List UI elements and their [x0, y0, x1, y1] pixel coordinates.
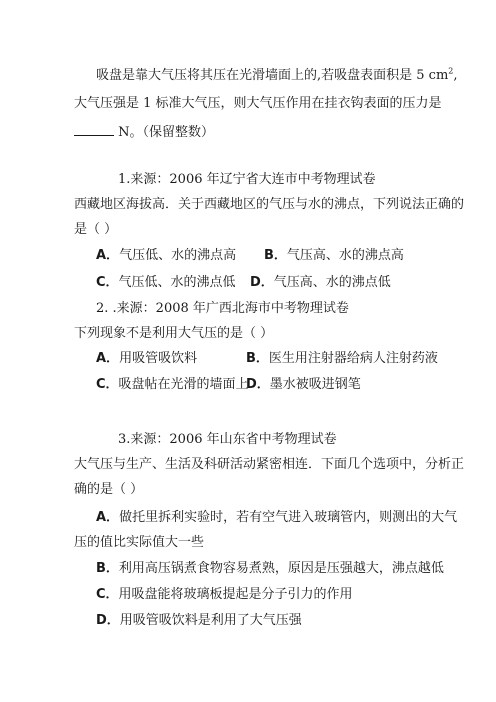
intro-line-1: [96, 68, 458, 84]
q2-stem-1: 下列现象不是利用大气压的是（ ）: [74, 326, 274, 341]
q2-option-b: B．医生用注射器给病人注射药液: [246, 351, 438, 366]
q2-option-d: D．墨水被吸进钢笔: [246, 377, 361, 392]
intro-text-3: N。（保留整数）: [114, 125, 215, 140]
q1-option-a: A．气压低、水的沸点高: [96, 248, 237, 263]
intro-superscript: 2: [448, 66, 454, 76]
q3-option-b: B．利用高压锅煮食物容易煮熟，原因是压强越大，沸点越低: [96, 561, 444, 576]
intro-text-1: 吸盘是靠大气压将其压在光滑墙面上的,若吸盘表面积是 5 cm: [96, 68, 449, 83]
q3-option-c: C．用吸盘能将玻璃板提起是分子引力的作用: [96, 587, 353, 602]
q3-stem-1: 大气压与生产、生活及科研活动紧密相连．下面几个选项中，分析正: [74, 457, 465, 472]
q1-stem-2: 是（ ）: [74, 222, 118, 237]
q1-source: 1.来源：2006 年辽宁省大连市中考物理试卷: [118, 172, 376, 187]
q3-option-d: D．用吸管吸饮料是利用了大气压强: [96, 613, 302, 628]
answer-blank: [74, 124, 114, 136]
q1-stem-1: 西藏地区海拔高．关于西藏地区的气压与水的沸点，下列说法正确的: [74, 197, 465, 212]
q2-source: 2. .来源：2008 年广西北海市中考物理试卷: [96, 301, 349, 316]
q3-source: 3.来源：2006 年山东省中考物理试卷: [118, 432, 337, 447]
q3-option-a: A．做托里拆利实验时，若有空气进入玻璃管内，则测出的大气: [96, 510, 458, 525]
q2-option-c: C．吸盘帖在光滑的墙面上: [96, 377, 249, 392]
intro-line-3: [74, 124, 214, 141]
intro-line-2: 大气压强是 1 标准大气压，则大气压作用在挂衣钩表面的压力是: [74, 96, 442, 111]
q2-option-a: A．用吸管吸饮料: [96, 351, 198, 366]
q1-option-c: C．气压低、水的沸点低: [96, 275, 236, 290]
q1-option-d: D．气压高、水的沸点低: [250, 275, 391, 290]
q3-stem-2: 确的是（ ）: [74, 482, 144, 497]
q1-option-b: B．气压高、水的沸点高: [264, 248, 404, 263]
intro-text-1b: ,: [453, 68, 458, 83]
q3-option-a-cont: 压的值比实际值大一些: [74, 535, 205, 550]
